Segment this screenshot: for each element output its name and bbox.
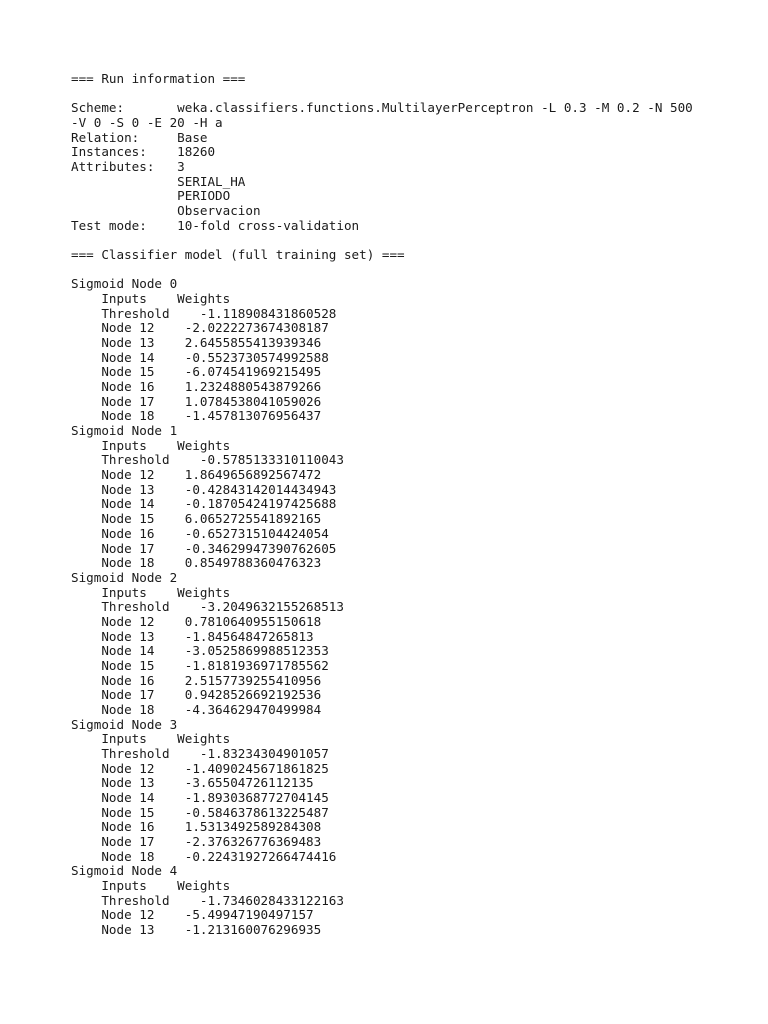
weight-row: Node 18 -0.22431927266474416 (71, 848, 337, 864)
weight-row: Node 12 -5.49947190497157 (71, 907, 314, 923)
weight-row: Node 18 -1.457813076956437 (71, 408, 322, 424)
weight-row: Node 17 -0.34629947390762605 (71, 540, 337, 556)
weight-row: Node 12 1.8649656892567472 (71, 467, 322, 483)
weights-header-row: Inputs Weights (71, 877, 231, 893)
weight-row: Node 13 -1.213160076296935 (71, 921, 322, 937)
threshold-row: Threshold -1.83234304901057 (71, 745, 329, 761)
weights-header-row: Inputs Weights (71, 584, 231, 600)
weight-row: Node 14 -0.18705424197425688 (71, 496, 337, 512)
weight-row: Node 12 -1.4090245671861825 (71, 760, 329, 776)
weight-row: Node 16 -0.6527315104424054 (71, 525, 329, 541)
threshold-row: Threshold -3.2049632155268513 (71, 599, 344, 615)
weights-header-row: Inputs Weights (71, 731, 231, 747)
weight-row: Node 12 -2.0222273674308187 (71, 320, 329, 336)
weight-row: Node 14 -0.5523730574992588 (71, 349, 329, 365)
output-line: Attributes: 3 (71, 159, 185, 175)
weight-row: Node 16 1.2324880543879266 (71, 379, 322, 395)
sigmoid-node-heading: Sigmoid Node 1 (71, 423, 178, 439)
blank-line (71, 263, 693, 278)
weight-row: Node 18 0.8549788360476323 (71, 555, 322, 571)
sigmoid-node-heading: Sigmoid Node 4 (71, 863, 178, 879)
weights-header-row: Inputs Weights (71, 437, 231, 453)
output-line: PERIODO (71, 188, 231, 204)
weight-row: Node 12 0.7810640955150618 (71, 613, 322, 629)
output-line: -V 0 -S 0 -E 20 -H a (71, 115, 223, 131)
weka-output-text (71, 72, 693, 938)
weight-row: Node 15 -6.074541969215495 (71, 364, 322, 380)
weight-row: Node 15 6.0652725541892165 (71, 511, 322, 527)
weight-row: Node 17 -2.376326776369483 (71, 833, 322, 849)
output-line: Relation: Base (71, 129, 208, 145)
output-line: Test mode: 10-fold cross-validation (71, 217, 360, 233)
sigmoid-node-heading: Sigmoid Node 0 (71, 276, 178, 292)
weight-row: Node 13 -0.42843142014434943 (71, 481, 337, 497)
output-line: Observacion (71, 203, 261, 219)
weight-row: Node 18 -4.364629470499984 (71, 701, 322, 717)
weight-row: Node 15 -0.5846378613225487 (71, 804, 329, 820)
output-line: Instances: 18260 (71, 144, 216, 160)
weight-row: Node 16 1.5313492589284308 (71, 819, 322, 835)
sigmoid-node-heading: Sigmoid Node 3 (71, 716, 178, 732)
weight-row: Node 14 -1.8930368772704145 (71, 789, 329, 805)
blank-line (71, 233, 693, 248)
weight-row: Node 13 -1.84564847265813 (71, 628, 314, 644)
sigmoid-node-heading: Sigmoid Node 2 (71, 569, 178, 585)
threshold-row: Threshold -1.7346028433122163 (71, 892, 344, 908)
section-header: === Run information === (71, 71, 246, 86)
weights-header-row: Inputs Weights (71, 291, 231, 307)
weight-row: Node 13 2.6455855413939346 (71, 335, 322, 351)
weight-row: Node 15 -1.8181936971785562 (71, 657, 329, 673)
threshold-row: Threshold -1.118908431860528 (71, 305, 337, 321)
weight-row: Node 14 -3.0525869988512353 (71, 643, 329, 659)
threshold-row: Threshold -0.5785133310110043 (71, 452, 344, 468)
blank-line (71, 87, 693, 102)
output-line: Scheme: weka.classifiers.functions.MultilayerPerceptron -L 0.3 -M 0.2 -N 500 (71, 100, 693, 116)
weight-row: Node 17 0.9428526692192536 (71, 687, 322, 703)
weight-row: Node 17 1.0784538041059026 (71, 393, 322, 409)
weight-row: Node 13 -3.65504726112135 (71, 775, 314, 791)
section-header: === Classifier model (full training set) === (71, 247, 405, 263)
output-line: SERIAL_HA (71, 173, 246, 189)
weight-row: Node 16 2.5157739255410956 (71, 672, 322, 688)
